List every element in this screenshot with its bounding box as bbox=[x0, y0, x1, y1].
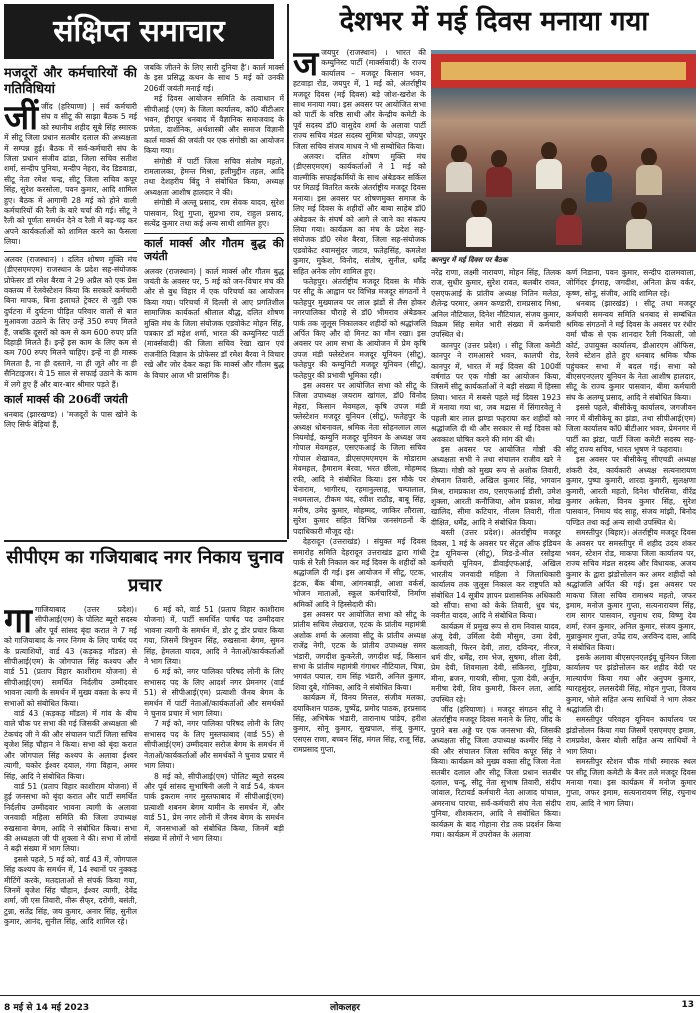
photo-person bbox=[536, 159, 562, 189]
photo-person bbox=[491, 150, 507, 168]
photo-person bbox=[466, 217, 492, 247]
story-separator bbox=[144, 233, 284, 234]
story-body: फतेहपुर। अंतर्राष्ट्रीय मजदूर दिवस के मौके पर सीटू के आह्वान पर विभिन्न मजदूर संगठनों ने फतेहपुर मुख्यालय पर लाल झंडों से लैस होकर नगरपालिका चौराहे से डॉ0 भीमराव अंबेडकर पार्क तक जुलूस निकालकर शहीदों को श्रद्धांजलि अर्पित किए और दो मिनट का मौन रखा। इस अवसर पर आम सभा के आयोजन में प्रेम कृषि उपज मंडी फ्लेस्टेशन मजदूर यूनियन (सीटू), फतेहपुर की कम्युनिटी मजदूर यूनियन (सीटू), फतेहपुर की प्रभावी भूमिका रही। bbox=[293, 276, 426, 380]
photo-person bbox=[561, 198, 577, 216]
story-body: 6 मई को, वार्ड 51 (प्रताप विहार काशीराम योजना) में, पार्टी समर्थित पार्षद पद उम्मीदवार भावना त्यागी के समर्थन में, डोर टू डोर प्रचार किया गया, जिसमें त्रिभुवन सिंह, रुखसाना बेगम, सुमन सिंह, हेमलता यादव, आदि ने नेताओं/कार्यकर्ताओं ने भाग लिया। bbox=[144, 605, 284, 667]
story-body: इस अवसर पर आयोजित सभा को सीटू के प्रांतीय सचिव लेखराज, एटक के प्रांतीय महामंत्री अशोक शर्मा के अलावा सीटू के प्रांतीय अध्यक्ष राजेंद्र नेगी, एटक के प्रांतीय उपाध्यक्ष समर भंडारी, जगदीश कुकरेती, जगदीश घई, किसान सभा के प्रांतीय महामंत्री गंगाधर नौटियाल, चित्रा, भगवंत पयाल, राम सिंह भंडारी, अनिल कुमार, शिवा दुबे, गोनिका, आदि ने संबोधित किया। bbox=[293, 609, 426, 692]
story-body: इस अवसर पर आयोजित सभा को सीटू के जिला उपाध्यक्ष जयराम खांगल, डॉ0 विनोद मेहरा, किसान मेवमहल, कृषि उपज मंडी फ्लेस्टेशन मजदूर यूनियन (सीटू), फतेहपुर के अध्यक्ष धोबनावल, श्रमिक नेता सोहनलाल लाल नियमोई, कम्युनि मजदूर यूनियन के अध्यक्ष जय गोपाल मेवमहल, एसएफआई के जिला सचिव गोपाल शेखावत, डीएसएमएमएम के मोडाराम मेवमहल, हैमाराम बेरवा, भरत छीला, मोहम्मद रफी, आदि ने संबोधित किया। इस मौके पर चेनाराम, भागीरथ, रहमानुल्लाह, चम्पालाल, नथमलाल, टीकम चंद, रवीश राठौड़, बाबू सिंह, मनीष, उमेद कुमार, मोहम्मद, जाकिर लौराला, सुरेश कुमार सहित विभिन्न जनसंगठनों के पदाधिकारी मौजूद रहे। bbox=[293, 381, 426, 536]
story-body: कानपुर (उत्तर प्रदेश) । सीटू जिला कमेटी कानपुर ने रामआसरे भवन, कालपी रोड, कानपुर में, भारत में मई दिवस की 100वीं वर्षगांठ पर एक गोष्ठी का आयोजन किया, जिसमें सीटू कार्यकर्ताओं ने बड़ी संख्या में हिस्सा लिया। भारत में सबसे पहले मई दिवस 1923 में मनाया गया था, जब मद्रास में सिंगारवेलू ने पहली बार लाल झण्डा फहराया कर शहीदों को श्रद्धांजलि दी थी और सरकार से मई दिवस को अवकाश घोषित करने की मांग की थी। bbox=[431, 340, 561, 444]
photo-person bbox=[591, 155, 607, 173]
drop-cap: जीं bbox=[4, 98, 39, 138]
story-body: समस्तीपुर स्टेशन चौक गांधी स्मारक स्थल पर सीटू जिला कमेटी के बैनर तले मजदूर दिवस मनाया गया। इस कार्यक्रम में मनोज कुमार गुप्ता, जफर इमाम, सत्यनारायण सिंह, रघुनाथ राय, आदि ने भाग लिया। bbox=[566, 757, 696, 808]
photo-person bbox=[451, 145, 467, 163]
story-body: वार्ड 43 (कड़कड़ मॉडल) में गांव के बीच वाले चौक पर सभा की गई जिसकी अध्यक्षता श्री टेकचंद जी ने की और संचालन पार्टी जिला सचिव बृजेश सिंह चौहान ने किया। सभा को बृंदा करात और जोगपाल सिंह कश्यप के अलावा ईश्वर त्यागी, चकोर ईश्वर दयाल, गंगा विहान, अमर सिंह, आदि ने संबोधित किया। bbox=[4, 709, 137, 781]
story-body: 8 मई को, सीपीआई(एम) पोलिट ब्यूरो सदस्य और पूर्व सांसद सुभाषिनी अली ने वार्ड 54, कंचन पार्क इकराम नगर मुस्तफाबाद में सीपीआई(एम) प्रत्याशी शबनम बेगम यामीन के समर्थन में, और वार्ड 51, प्रेम नगर लोनी में जैनब बेगम के समर्थन में, जनसभाओं को संबोधित किया, जिनमें बड़ी संख्या में लोगों ने भाग लिया। bbox=[144, 771, 284, 843]
photo-person bbox=[446, 162, 472, 192]
photo-banner-text bbox=[441, 62, 686, 80]
story-body: अलवर (राजस्थान) । दलित शोषण मुक्ति मंच (डीएसएमएम) राजस्थान के प्रदेश सह-संयोजक प्रोफेसर डॉ रमेश बैरवा ने 29 अप्रैल को एक प्रेस वक्तव्य में रेलवेस्टेशन किया कि सरकारें कर्मचारी बिना मापक, बिना इलाचते ट्रेक्टर से जुड़ी एक दुर्घटना में दुर्घटना पीड़ित परिवार वालों से बात मुआवजा उठाने के लिए उन्हें 350 रुपए मिलते हैं, जबकि दूसरों को कम से कम 600 रुपए प्रति दिहाड़ी मिलते हैं। इन्हें इस काम के लिए कम से कम 700 रुपए मिलने चाहिए। इन्हें ना ही मास्क मिलता है, ना ही दस्ताने, ना ही जूते और ना ही सैनिटाइजर। ये 15 साल से सफाई उठाने के काम में लगे हुए हैं और बार-बार श्रीमार पड़ते हैं। bbox=[4, 254, 137, 389]
story-body: धनबाद (झारखण्ड) । 'मजदूरों के पास खोने के लिए सिर्फ बेड़ियां हैं, bbox=[4, 409, 137, 430]
drop-cap: गा bbox=[4, 605, 32, 641]
story-body: 7 मई को, नगर पालिका परिषद लोनी के लिए सभासद पद के लिए मुस्तफाबाद (वार्ड 55) से सीपीआई(एम) उम्मीदवार सरोज बेगम के समर्थन में नेताओं/कार्यकर्ताओं और समर्थकों ने चुनाव प्रचार में भाग लिया। bbox=[144, 719, 284, 771]
story-body: संगोष्ठी में अल्लू प्रसाद, राम सेवक यादव, सुरेश पासवान, रिशु गुप्ता, सुप्रभा राय, राहुल प्रसाद, सत्येंद्र कुमार तथा कई अन्य साथी शामिल हुए। bbox=[144, 198, 284, 229]
section-divider bbox=[4, 540, 287, 542]
story-body: धनबाद (झारखंड) । सीटू तथा मजदूर कर्मचारी समन्वय समिति धनबाद से सम्बंधित श्रमिक संगठनों ने मई दिवस के अवसर पर रंधीर वर्मा चौक से एक शानदार रैली निकाली, जो कोर्ट, उपायुक्त कार्यालय, डीआरएम ऑफिस, रेलवे स्टेशन होते हुए धनबाद श्रमिक चौक पहुंचकर सभा में बदल गई। सभा को बीएसएनएलए यूनियन के नेता आशीष हालदार, सीटू के राज्य कुमार पासवान, बीमा कर्मचारी संघ के अलग्यू प्रसाद, आदि ने संबोधित किया। bbox=[566, 299, 696, 402]
photo-person bbox=[556, 215, 582, 245]
story-headline: मजदूरों और कर्मचारियों की गतिविधियां bbox=[4, 66, 137, 97]
page-footer bbox=[0, 998, 700, 1013]
story-body: वार्ड 51 (प्रताप विहार काशीराम योजना) में हुई जनसभा को बृंदा करात और पार्टी समर्थित निर्दलीय उम्मीदवार भावना त्यागी के अलावा जनवादी महिला समिति की जिला उपाध्यक्ष रुखसाना बेगम, आदि ने संबोधित किया। सभा की अध्यक्षता जी पी शुक्ला ने की। सभा में लोगों ने बढ़ी संख्या में भाग लिया। bbox=[4, 781, 137, 854]
footer-page-number: 13 bbox=[681, 1000, 694, 1010]
story-body: समस्तीपुर (बिहार)। अंतर्राष्ट्रीय मजदूर दिवस के अवसर पर समस्तीपुर में शहीद उदय शंकर भवन, स्टेशन रोड, माकपा जिला कार्यालय पर, राज्य सचिव मंडल सदस्य और विधायक, अजय कुमार के द्वारा झंडोत्तोलन कर अमर शहीदों को श्रद्धांजलि अर्पित की गई। इस अवसर पर माकपा जिला सचिव रामाश्रय महतो, जफर इमाम, मनोज कुमार गुप्ता, सत्यनारायण सिंह, राम सागर पासवान, रघुनाथ राय, विष्णु देव शर्मा, रंजन कुमार, अनिल कुमार, संजय कुमार, मुन्नाकुमार गुप्ता, उपेंद्र राय, अरविन्द दास, आदि ने संबोधित किया। bbox=[566, 528, 696, 652]
main-story-col3 bbox=[566, 268, 696, 993]
photo-person bbox=[641, 148, 657, 166]
story-body: 6 मई को, नगर पालिका परिषद लोनी के लिए सभासद पद के लिए आदर्श नगर प्रेमनगर (वार्ड 51) से सीपीआई(एम) प्रत्याशी जैनब बेगम के समर्थन में पार्टी नेताओं/कार्यकर्ताओं और समर्थकों ने चुनाव प्रचार में भाग लिया। bbox=[144, 667, 284, 719]
story-body: इससे पहले, बीसीकेयू कार्यालय, जगजीवन नगर में बीसीकेयू का झंडा, तथा सीपीआई(एम) जिला कार्यालय कॉ0 बीटीआर भवन, प्रेमनगर में पार्टी का झंडा, पार्टी जिला कमेटी सदस्य सह-सीटू राज्य सचिव, भारत भूषण ने फहराया। bbox=[566, 403, 696, 454]
section-title-box bbox=[4, 4, 274, 59]
section-title: संक्षिप्त समाचार bbox=[53, 14, 225, 49]
story-body: जींद (हरियाणा) । मजदूर संगठन सीटू ने अंतर्राष्ट्रीय मजदूर दिवस मनाने के लिए, जींद के पुराने बस अड्डे पर एक जनसभा की, जिसकी अध्यक्षता सीटू जिला उपाध्यक्ष कश्मीर सिंह ने की और संचालन जिला सचिव कपूर सिंह ने किया। कार्यक्रम को मुख्य वक्ता सीटू जिला नेता सतबीर दलाल और सीटू जिला प्रधान सतबीर दलाल, चन्दू, सीटू नेता सुभाष तिवारी, संदीप जांवाल, रिटायर्ड कर्मचारी नेता आजाद पांचाल, अमरनाथ पारचा, सर्व-कर्मचारी संघ नेता संदीप पुनिया, शीशकरान, आदि ने संबोधित किया। कार्यक्रम के बाद गोहाना रोड तक प्रदर्शन किया गया। कार्यक्रम में उपरोक्त के अलावा bbox=[431, 705, 561, 839]
main-headline: देशभर में मई दिवस मनाया गया bbox=[339, 6, 649, 37]
left-story2-col1 bbox=[4, 605, 137, 993]
footer-rule bbox=[0, 995, 700, 996]
drop-cap: ज bbox=[293, 48, 319, 84]
photo-person bbox=[541, 142, 557, 160]
story-body: जयपुर (राजस्थान) । भारत की कम्युनिस्ट पार्टी (मार्क्सवादी) के राज्य कार्यालय – मजदूर किसान भवन, हटवाड़ा रोड, जयपुर में, 1 मई को, अंतर्राष्ट्रीय मजदूर दिवस (मई दिवस) बड़े जोश-खरोश के साथ मनाया गया। इस अवसर पर आयोजित सभा को पार्टी के वरिष्ठ साथी और केन्द्रीय कमेटी के पूर्व सदस्य डॉ0 वासुदेव शर्मा के अलावा पार्टी राज्य सचिव मंडल सदस्य सुमित्रा चोपड़ा, जयपुर जिला सचिव संजय माधव ने भी सम्बोधित किया। bbox=[293, 48, 426, 151]
story-body: इस अवसर पर बीसीकेयू सीएचडी अध्यक्ष शंकरी देव, कार्यकारी अध्यक्ष सत्यनारायण कुमार, पुष्पा कुमारी, शारदा कुमारी, सुलक्षणा कुमारी, आरती महतो, दिनेश चौरसिया, वीरेंद्र कुमार अकेला, विनय कुमार सिंह, सुरेश पासवान, निमाय चंद साहू, संजय मांझी, बिनोद पण्डित तथा कई अन्य साथी उपस्थित थे। bbox=[566, 455, 696, 527]
left-story1-col1 bbox=[4, 63, 137, 538]
story-body: कर्ण निडाना, पवन कुमार, सन्दीप दालमवाला, जोगिंदर ईगराह, जगदीश, अनिता क्रेच वर्कर, कृष्ण, सोनू, संजीव, आदि शामिल रहे। bbox=[566, 268, 696, 298]
photo-caption: कानपुर में मई दिवस पर बैठक bbox=[431, 256, 508, 264]
photo-person bbox=[636, 165, 662, 195]
left-story1-col2 bbox=[144, 63, 284, 538]
left-story2-col2 bbox=[144, 605, 284, 993]
story-body: इससे पहले, 5 मई को, वार्ड 43 में, जोगपाल सिंह कश्यप के समर्थन में, 14 स्थानों पर नुक्कड़ मीटिंगें करके, मतदाताओं से संपर्क किया गया, जिनमें बृजेश सिंह चौहान, ईश्वर त्यागी, देवेंद्र शर्मा, जी एस तिवारी, नीरू सैफ्‌र, दरोगी, बसंती, टुन्ना, सतेंद्र सिंह, जय कुमार, अनार सिंह, सुनील कुमार, आनंद, सुनील सिंह, आदि शामिल रहे। bbox=[4, 854, 137, 927]
story-body: इसके अलावा बीएसएनएलईयू यूनियन जिला कार्यालय पर झंडोत्तोलन कर शहीद वेदी पर माल्यार्पण किया गया और अनुपम कुमार, ग्यारहसुंदर, ललसदेवी सिंह, मोहन गुप्ता, विजय कुमार, भोले सहित अन्य साथियों ने भाग लेकर श्रद्धांजलि दी। bbox=[566, 653, 696, 715]
story-body: कार्यक्रम में, विनय मित्तल, संजीव मलका, दयाकिशन पाठक, पुष्पेंद्र, प्रमोद पाठक, हरप्रसाद सिंह, अभिषेक भंडारी, तारानाथ पांडेय, हरीश कुमार, सोनू कुमार, सुखपाल, संजू कुमार, एसएस राणा, बच्चन सिंह, मंगल सिंह, राजू सिंह, रामप्रसाद गुप्ता, bbox=[293, 693, 426, 755]
footer-paper-name: लोकलहर bbox=[330, 1003, 360, 1013]
story-body: नरेंद्र राणा, लक्ष्मी नारायण, मोहन सिंह, तिलक राज, सुधीर कुमार, सुरेश रावत, बलबीर रावत, एसएफआई के प्रांतीय अध्यक्ष नितिन मलेठा, शैलेन्द्र परमार, अमन कण्डारी, रामप्रसाद मिश्रा, अनिल नौटियाल, दिनेश नौटियाल, संजय कुमार, विक्रम सिंह समेत भारी संख्या में कर्मचारी उपस्थित थे। bbox=[431, 268, 561, 340]
story-subheadline: कार्ल मार्क्स और गौतम बुद्ध की जयंती bbox=[144, 236, 284, 263]
footer-date: 8 मई से 14 मई 2023 bbox=[4, 1003, 90, 1013]
story-body: अलवर। दलित शोषण मुक्ति मंच (डीएसएमएम) कार्यकर्ताओं ने 1 मई को वाल्मीकि सफाईकर्मियों के साथ अंबेडकर सर्किल पर मिठाई वितरित करके अंतर्राष्ट्रीय मजदूर दिवस मनाया। इस अवसर पर शोषणमुक्त समाज के लिए मई दिवस के शहीदों और बाबा साहेब डॉ0 अंबेडकर के संघर्ष को आगे ले जाने का संकल्प लिया गया। कार्यक्रम का मंच के प्रदेश सह-संयोजक डॉ0 रमेश बैरवा, जिला सह-संयोजक एडवोकेट श्यामसुंदर जाटव, फतेहसिंह, कमलेश कुमार, मुकेश, विनोद, संतोष, सुनील, धर्मेंद्र सहित अनेक लोग शामिल हुए। bbox=[293, 152, 426, 276]
may-day-photo bbox=[431, 50, 696, 252]
photo-person bbox=[626, 219, 652, 249]
story2-headline: सीपीएम का गजियाबाद नगर निकाय चुनाव प्रचार bbox=[6, 547, 284, 596]
story-separator bbox=[4, 251, 137, 252]
story-body: अलवर (राजस्थान) | कार्ल मार्क्स और गौतम बुद्ध जयंती के अवसर पर, 5 मई को जन-विचार मंच की ओर से बुध विहार में एक परिचर्चा का आयोजन किया गया। परिचर्चा में दिल्ली से आए प्रगतिशील सामाजिक कार्यकर्ता श्रीलाल बौद्ध, दलित शोषण मुक्ति मंच के जिला संयोजक एडवोकेट मोहन सिंह, पत्रकार डॉ महेश शर्मा, भारत की कम्युनिस्ट पार्टी (मार्क्सवादी) की जिला सचिव रेखा खान एवं राजनीति विज्ञान के प्रोफेसर डॉ रमेश बैरवा ने विचार रखे और जोर देकर कहा कि मार्क्स और गौतम बुद्ध के विचार आज भी प्रासंगिक हैं। bbox=[144, 266, 284, 380]
story-body: जबकि जीतने के लिए सारी दुनिया है'। कार्ल मार्क्स के इस प्रसिद्ध कथन के साथ 5 मई को उनकी 206वीं जयंती मनाई गई। bbox=[144, 63, 284, 93]
main-story-col1 bbox=[293, 48, 426, 993]
story-body: कार्यक्रम में प्रमुख रूप से राम निवास यादव, अंजू देवी, उर्मिला देवी मौसुम, उमा देवी, कलावती, फिरन देवी, तारा, दविन्दर, नीरज, धर्म वीर, धर्मेंद्र, राम भेज, सुषमा, शीला देवी, प्रेम देवी, शिवमाला देवी, संकिनरा, गुड़िया, मीना, ब्रजन, गायत्री, सीमा, पूजा देवी, अर्जुन, मनीषा देवी, शिव कुमारी, किरन लता, आदि उपस्थित रहे। bbox=[431, 621, 561, 704]
story-body: मई दिवस आयोजन समिति के तत्वाधान में सीपीआई (एम) के जिला कार्यालय, कॉ0 बीटीआर भवन, हीरापुर धनबाद में वैज्ञानिक समाजवाद के प्रणेता, दार्शनिक, अर्थशास्त्री और समाज विज्ञानी कार्ल मार्क्स की जयंती पर एक संगोष्ठी का आयोजन किया गया। bbox=[144, 94, 284, 156]
photo-person bbox=[486, 167, 512, 197]
photo-person bbox=[471, 200, 487, 218]
story-body: इस अवसर पर आयोजित गोष्ठी की अध्यक्षता सभी ने तथा संचालन राजीव खरे ने किया। गोष्ठी को मुख्य रूप से अशोक तिवारी, शेषनाग तिवारी, अखिल कुमार सिंह, भगवान मिश्र, रामप्रकाश राय, एसएफआई डीसी, उमेश शुक्ला, आरती कनौजिया, ओम प्रकाश, मोख खालिद, सीमा कटियार, नीलम तिवारी, गीता दीक्षित, धर्मेंद्र, आदि ने संबोधित किया। bbox=[431, 444, 561, 527]
story-body: बस्ती (उत्तर प्रदेश)। अंतर्राष्ट्रीय मजदूर दिवस, 1 मई के अवसर पर सेंट्रल ऑफ इंडियन ट्रेड यूनियन्स (सीटू), मिड-डे-मील रसोइया कर्मचारी यूनियन, डीवाईएफआई, अखिल भारतीय जनवादी महिला ने जिलाधिकारी कार्यालय तक जुलूस निकाल कर राष्ट्रपति को संबोधित 14 सूत्रीय ज्ञापन प्रशासनिक अधिकारी को सौंपा। सभा को केके तिवारी, धुव चंद, नवनीत यादव, आदि ने संबोधित किया। bbox=[431, 528, 561, 621]
story-body: समस्तीपुर परिवहन यूनियन कार्यालय पर झंडोत्तोलन किया गया जिसमें एसएमएए इमाम, रामप्रवेश, केसर बोली सहित अन्य साथियों ने भाग लिया। bbox=[566, 715, 696, 756]
column-divider bbox=[287, 4, 289, 539]
story-body: गाजियाबाद (उत्तर प्रदेश)। सीपीआई(एम) के पोलिट ब्यूरो सदस्य और पूर्व सांसद बृंदा करात ने 7 मई को गाजियाबाद के नगर निगम के लिए पार्षद पद के प्रत्याशियों, वार्ड 43 (कड़कड़ मॉडल) से सीपीआई(एम) के जोगपाल सिंह कश्यप और वार्ड 51 (प्रताप विहार काशीराम योजना) से सीपीआई(एम) समर्थित निर्दलीय उम्मीदवार भावना त्यागी के समर्थन में मुख्य वक्ता के रूप में सभाओं को संबोधित किया। bbox=[4, 605, 137, 708]
main-story-col2 bbox=[431, 268, 561, 993]
story-body: संगोष्ठी में पार्टी जिला सचिव संतोष महतो, रामलालका, हेमन्त मिश्रा, हलीमुद्दीन तहल, आदि तथा देशहरीय बिंदु ने संबोधित किया, अध्यक्ष अध्यक्षता आशीष हालदार ने की। bbox=[144, 156, 284, 197]
photo-person bbox=[586, 172, 612, 202]
story-body: देहरादून (उत्तराखंड) । संयुक्त मई दिवस समारोह समिति देहरादून उत्तराखंड द्वारा गांधी पार्क से रैली निकाल कर मई दिवस के शहीदों को श्रद्धांजलि दी गई। इस आयोजन में सीटू, एटक, इंटक, बैंक बीमा, आंगनबाड़ी, आशा वर्कर्स, भोजन माताओं, स्कूल कर्मचारियों, निर्माण श्रमिकों आदि ने हिस्सेदारी की। bbox=[293, 537, 426, 609]
photo-person bbox=[631, 202, 647, 220]
story-body: जींद (हरियाणा) | सर्व कर्मचारी संघ व सीटू की साझा बैठक 5 मई को स्थानीय शहीद सूबे सिंह स्मारक में सीटू जिला प्रधान सतबीर दलाल की अध्यक्षता में सम्पन्न हुई। बैठक में सर्व-कर्मचारी संघ के जिला प्रधान संजीव ढांडा, जिला सचिव सतीश शर्मा, सन्दीप पुनिया, मन्दीप नेहरा, वेद डिडवाडा, सीटू नेता रमेश चन्द्र, सीटू जिला सचिव कपूर सिंह, सुरेश करसोला, पवन कुमार, आदि शामिल हुए। बैठक में आगामी 28 मई को होने वाली कर्मचारियों की रैली के बारे चर्चा की गई। सीटू ने रैली को पूर्णतः समर्थन देने व रैली में बढ़-चढ़ कर अपने कार्यकर्ताओं को शामिल करने का फैसला लिया। bbox=[4, 102, 137, 247]
story-subheadline: कार्ल मार्क्स की 206वीं जयंती bbox=[4, 392, 128, 406]
